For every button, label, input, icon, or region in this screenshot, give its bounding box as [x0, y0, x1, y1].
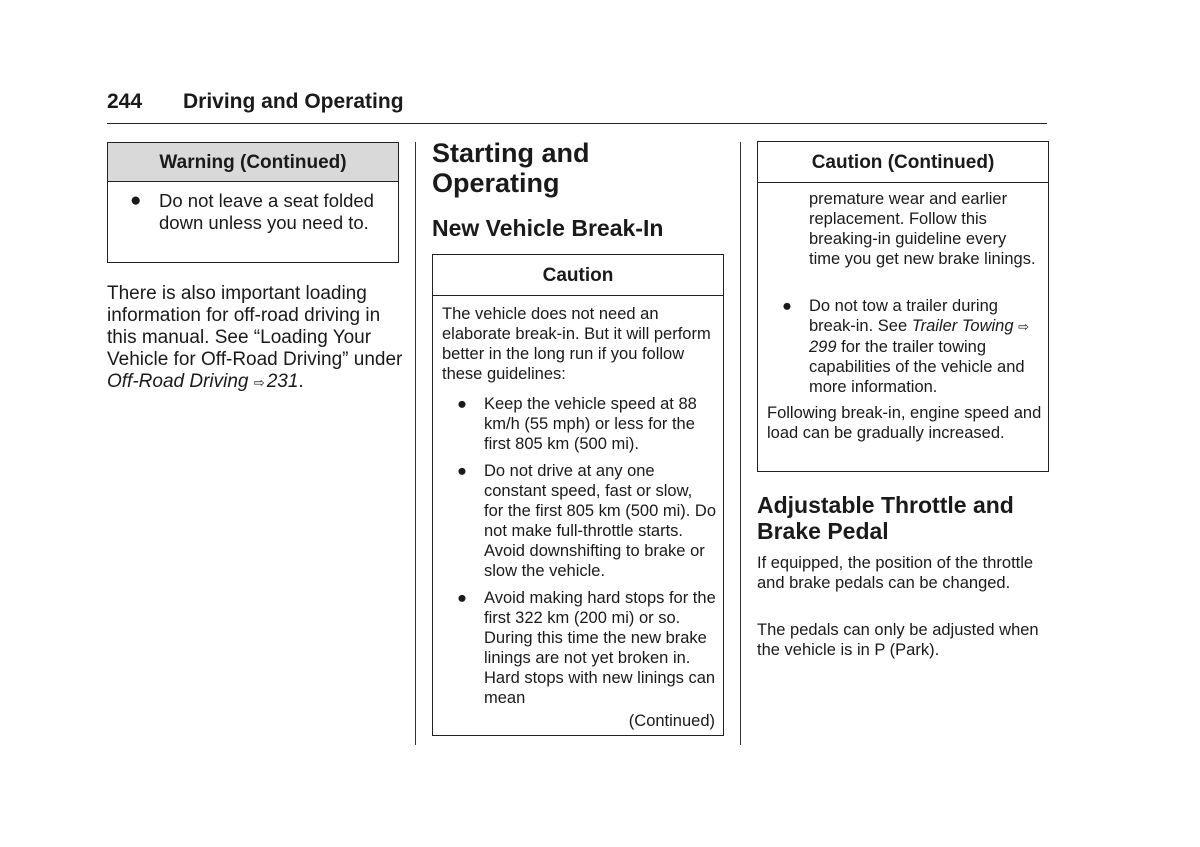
page-number: 244	[107, 90, 143, 113]
caution-continued-box	[757, 141, 1049, 472]
bullet-dot: ●	[457, 395, 467, 413]
throttle-paragraph-1: If equipped, the position of the throttle and brake pedals can be changed.	[757, 554, 1034, 592]
bullet-dot: ●	[782, 297, 792, 315]
caution-title: Caution	[433, 255, 723, 296]
warning-title: Warning (Continued)	[108, 143, 398, 182]
column-divider	[740, 142, 741, 745]
bullet-dot: ●	[130, 190, 142, 211]
caution-bullet: Avoid making hard stops for the first 322 km (200 mi) or so. During this time the new brake linings are not yet broken in. Hard stops with new linings can mean	[484, 589, 716, 707]
off-road-driving-link[interactable]: Off-Road Driving	[107, 371, 249, 392]
page-ref-231[interactable]: 231	[266, 371, 299, 392]
caution-bullet: Do not drive at any one constant speed, fast or slow, for the first 805 km (500 mi). Do not make full-throttle starts. Avoid downshifting to brake or slow the vehicle.	[484, 462, 716, 580]
caution-box	[432, 254, 724, 736]
para-end: .	[298, 371, 304, 392]
throttle-paragraph-2: The pedals can only be adjusted when the vehicle is in P (Park).	[757, 621, 1039, 659]
continued-label: (Continued)	[628, 712, 715, 730]
warning-box	[107, 142, 399, 263]
trailer-text-a: Do not tow a trailer during break-in. See	[809, 297, 998, 335]
column-divider	[415, 142, 416, 745]
heading-starting-operating: Starting and Operating	[432, 138, 590, 198]
page-reference-icon: ⇨	[1018, 319, 1030, 334]
page-ref-299[interactable]: 299	[809, 338, 837, 356]
caution-bullet-trailer	[809, 296, 1041, 397]
bullet-dot: ●	[457, 462, 467, 480]
caution-tail-text: Following break-in, engine speed and load can be gradually increased.	[767, 404, 1042, 442]
trailer-text-b: for the trailer towing capabilities of the vehicle and more information.	[809, 338, 1025, 396]
bullet-dot: ●	[457, 589, 467, 607]
caution-continued-text: premature wear and earlier replacement. Follow this breaking-in guideline every time you get new brake linings.	[809, 190, 1036, 268]
heading-adjustable-throttle: Adjustable Throttle and Brake Pedal	[757, 492, 1014, 544]
caution-intro: The vehicle does not need an elaborate break-in. But it will perform better in the long run if you follow these guidelines:	[442, 305, 711, 383]
trailer-towing-link[interactable]: Trailer Towing	[911, 317, 1014, 335]
loading-info-text: There is also important loading information for off-road driving in this manual. See “Loading Your Vehicle for Off-Road Driving” under	[107, 283, 403, 370]
caution-continued-title: Caution (Continued)	[758, 142, 1048, 183]
page-reference-icon: ⇨	[253, 375, 265, 390]
loading-info-paragraph	[107, 283, 403, 394]
heading-new-vehicle-break-in: New Vehicle Break-In	[432, 215, 664, 241]
section-title: Driving and Operating	[183, 90, 404, 113]
warning-bullet: Do not leave a seat folded down unless you need to.	[159, 190, 374, 233]
header-rule	[107, 123, 1047, 124]
caution-bullet: Keep the vehicle speed at 88 km/h (55 mph) or less for the first 805 km (500 mi).	[484, 395, 697, 453]
